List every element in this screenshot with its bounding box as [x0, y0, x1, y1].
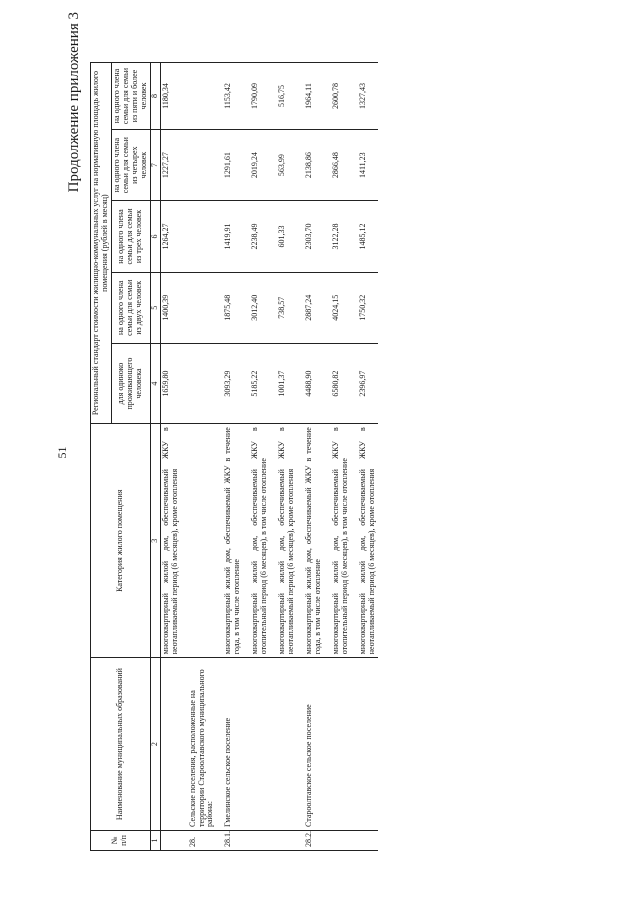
header-sub-5: на одного члена семьи для семьи из пяти и более человек: [111, 63, 150, 130]
row-category: многоквартирный жилой дом, обеспечиваемый ЖКУ в неотапливаемый период (6 месяцев), кроме отопления: [351, 424, 378, 658]
row-name: [324, 658, 351, 831]
col-number: 8: [150, 63, 160, 130]
row-name: [160, 658, 180, 831]
value-single: 3093,29: [216, 343, 243, 423]
value-family-5: 516,75: [270, 63, 297, 130]
value-family-2: 2887,24: [297, 272, 324, 343]
table-row: [160, 63, 180, 851]
value-family-3: [181, 201, 217, 272]
value-family-3: 1419,91: [216, 201, 243, 272]
table-row: [351, 63, 378, 851]
value-family-3: 3122,28: [324, 201, 351, 272]
header-category: Категория жилого помещения: [91, 424, 151, 658]
column-number-row: [150, 63, 160, 851]
value-family-4: 1227,27: [160, 130, 180, 201]
value-family-5: 1180,34: [160, 63, 180, 130]
value-family-2: 738,57: [270, 272, 297, 343]
row-category: [181, 424, 217, 658]
header-sub-3: на одного члена семьи для семьи из трех человек: [111, 201, 150, 272]
col-number: 3: [150, 424, 160, 658]
row-num: [160, 830, 180, 850]
continuation-title: Продолжение приложения 3: [66, 12, 82, 193]
value-family-2: [181, 272, 217, 343]
value-single: [181, 343, 217, 423]
table-row: [270, 63, 297, 851]
value-family-4: 1291,61: [216, 130, 243, 201]
table-row: [216, 63, 243, 851]
value-family-2: 1875,48: [216, 272, 243, 343]
header-group: Региональный стандарт стоимости жилищно-коммунальных услуг на нормативную площадь жилого помещения (рублей в месяц): [91, 63, 112, 424]
row-num: [351, 830, 378, 850]
value-family-2: 1400,39: [160, 272, 180, 343]
value-family-4: [181, 130, 217, 201]
value-family-5: 1327,43: [351, 63, 378, 130]
header-sub-4: на одного члена семьи для семьи из четырех человек: [111, 130, 150, 201]
row-num: 28.: [181, 830, 217, 850]
value-family-3: 2238,49: [243, 201, 270, 272]
row-category: многоквартирный жилой дом, обеспечиваемый ЖКУ в течение года, в том числе отопление: [216, 424, 243, 658]
col-number: 2: [150, 658, 160, 831]
value-family-4: 2019,24: [243, 130, 270, 201]
row-name: [270, 658, 297, 831]
page-number: 51: [55, 446, 69, 459]
row-name: Сельские поселения, расположенные на территории Староолтавского муниципального района:: [181, 658, 217, 831]
row-num: 28.2.: [297, 830, 324, 850]
row-category: многоквартирный жилой дом, обеспечиваемый ЖКУ в отопительный период (6 месяцев), в том числе отопление: [243, 424, 270, 658]
table-row: [181, 63, 217, 851]
row-category: многоквартирный жилой дом, обеспечиваемый ЖКУ в неотапливаемый период (6 месяцев), кроме отопления: [160, 424, 180, 658]
col-number: 4: [150, 343, 160, 423]
row-category: многоквартирный жилой дом, обеспечиваемый ЖКУ в отопительный период (6 месяцев), в том числе отопление: [324, 424, 351, 658]
header-sub-2: на одного члена семьи для семьи из двух человек: [111, 272, 150, 343]
value-family-3: 601,33: [270, 201, 297, 272]
row-num: [243, 830, 270, 850]
row-category: многоквартирный жилой дом, обеспечиваемый ЖКУ в неотапливаемый период (6 месяцев), кроме отопления: [270, 424, 297, 658]
value-family-2: 4024,15: [324, 272, 351, 343]
row-category: многоквартирный жилой дом, обеспечиваемый ЖКУ в течение года, в том числе отопление: [297, 424, 324, 658]
row-name: Гмелинское сельское поселение: [216, 658, 243, 831]
value-family-2: 3012,40: [243, 272, 270, 343]
value-family-3: 2303,70: [297, 201, 324, 272]
value-single: 5185,22: [243, 343, 270, 423]
value-single: 2396,97: [351, 343, 378, 423]
value-family-5: [181, 63, 217, 130]
table-row: [297, 63, 324, 851]
col-number: 6: [150, 201, 160, 272]
value-family-5: 1153,42: [216, 63, 243, 130]
value-family-5: 1790,09: [243, 63, 270, 130]
header-num: № п/п: [91, 830, 151, 850]
col-number: 1: [150, 830, 160, 850]
row-num: [324, 830, 351, 850]
col-number: 7: [150, 130, 160, 201]
row-num: 28.1.: [216, 830, 243, 850]
row-name: [351, 658, 378, 831]
header-name: Наименование муниципальных образований: [91, 658, 151, 831]
value-family-4: 1411,23: [351, 130, 378, 201]
row-name: [243, 658, 270, 831]
value-single: 1659,80: [160, 343, 180, 423]
row-name: Староолтавское сельское поселение: [297, 658, 324, 831]
row-num: [270, 830, 297, 850]
value-family-5: 2600,78: [324, 63, 351, 130]
value-family-2: 1750,32: [351, 272, 378, 343]
table-row: [243, 63, 270, 851]
value-single: 1001,37: [270, 343, 297, 423]
value-family-4: 2138,86: [297, 130, 324, 201]
value-family-3: 1485,12: [351, 201, 378, 272]
col-number: 5: [150, 272, 160, 343]
value-family-5: 1964,11: [297, 63, 324, 130]
value-single: 4488,90: [297, 343, 324, 423]
value-single: 6580,82: [324, 343, 351, 423]
value-family-3: 1264,27: [160, 201, 180, 272]
header-sub-1: для одиноко проживающего человека: [111, 343, 150, 423]
housing-cost-table: [90, 62, 378, 851]
value-family-4: 2866,48: [324, 130, 351, 201]
table-row: [324, 63, 351, 851]
value-family-4: 563,99: [270, 130, 297, 201]
